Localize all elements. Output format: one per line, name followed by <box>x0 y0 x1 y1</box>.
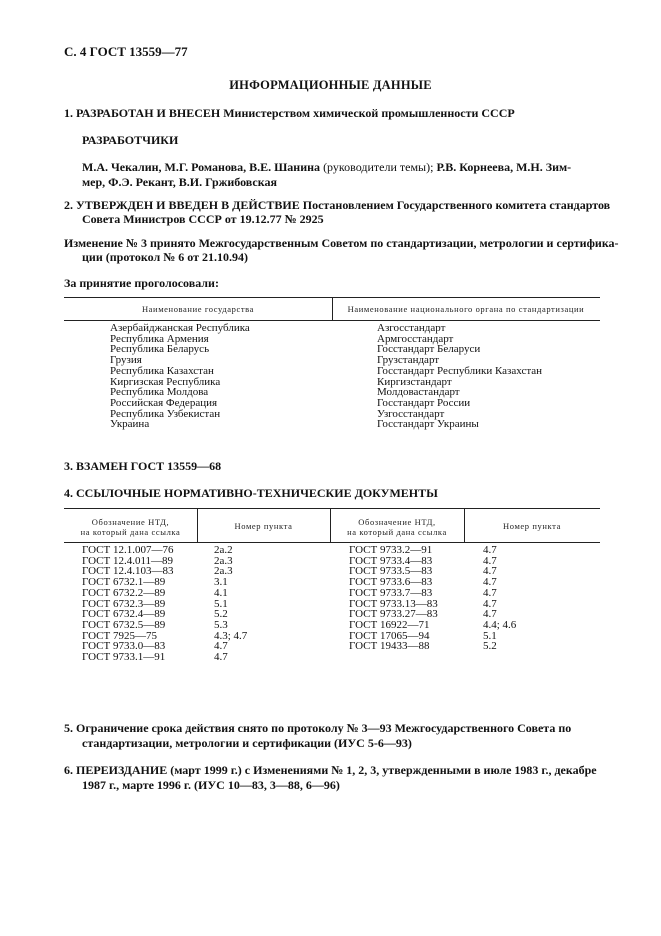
clause-number: 5.3 <box>214 618 228 631</box>
standards-body-name: Госстандарт Беларуси <box>377 343 481 356</box>
ref-header-ntd-right-line1: Обозначение НТД, <box>358 517 436 527</box>
item-1 <box>64 106 515 121</box>
item-5-line-1 <box>64 721 571 736</box>
state-name: Республика Беларусь <box>110 343 210 356</box>
item-4 <box>64 486 438 501</box>
standards-body-name: Киргизстандарт <box>377 375 452 388</box>
voting-states-column <box>110 323 250 430</box>
clause-number: 4.7 <box>214 651 228 664</box>
ref-table-header-rule <box>64 542 600 543</box>
item-5-number: 5. <box>64 721 73 735</box>
ntd-designation: ГОСТ 16922—71 <box>349 618 430 631</box>
clause-number: 3.1 <box>214 576 228 589</box>
item-4-text: ССЫЛОЧНЫЕ НОРМАТИВНО-ТЕХНИЧЕСКИЕ ДОКУМЕНТЫ <box>76 486 438 500</box>
item-1-bold: РАЗРАБОТАН И ВНЕСЕН <box>76 106 221 120</box>
voting-header-state: Наименование государства <box>141 304 255 314</box>
page-header: С. 4 ГОСТ 13559—77 <box>64 44 188 59</box>
ref-table-top-rule <box>64 508 600 509</box>
clause-number: 4.3; 4.7 <box>214 629 248 642</box>
ntd-designation: ГОСТ 12.1.007—76 <box>82 544 174 556</box>
developers-names-1: М.А. Чекалин, М.Г. Романова, В.Е. Шанина <box>82 160 321 174</box>
standards-body-name: Армгосстандарт <box>377 332 454 345</box>
state-name: Республика Казахстан <box>110 364 214 377</box>
state-name: Республика Узбекистан <box>110 407 221 420</box>
state-name: Киргизская Республика <box>110 375 221 388</box>
ref-header-ntd-right <box>330 517 464 537</box>
ntd-designation: ГОСТ 9733.0—83 <box>82 640 166 653</box>
ntd-designation: ГОСТ 19433—88 <box>349 640 430 653</box>
ntd-designation: ГОСТ 9733.27—83 <box>349 608 438 621</box>
developers-role: (руководители темы); <box>323 160 434 174</box>
ntd-designation: ГОСТ 17065—94 <box>349 629 430 642</box>
clause-number: 4.7 <box>483 586 497 599</box>
change-line-1: Изменение № 3 принято Межгосударственным Советом по стандартизации, метрологии и сертифика- <box>64 236 619 250</box>
standards-body-name: Узгосстандарт <box>377 407 445 420</box>
ref-left-docs-column <box>82 545 173 663</box>
standards-body-name: Азгосстандарт <box>377 322 446 334</box>
ntd-designation: ГОСТ 12.4.103—83 <box>82 565 174 578</box>
item-4-number: 4. <box>64 486 73 500</box>
clause-number: 4.7 <box>483 597 497 610</box>
clause-number: 5.2 <box>214 608 228 621</box>
voting-header-body: Наименование национального органа по стандартизации <box>347 304 585 314</box>
ntd-designation: ГОСТ 9733.1—91 <box>82 651 166 664</box>
ref-header-ntd-left <box>64 517 197 537</box>
clause-number: 5.2 <box>483 640 497 653</box>
standards-body-name: Госстандарт Республики Казахстан <box>377 364 543 377</box>
state-name: Украина <box>110 418 150 431</box>
voting-table-header-rule <box>64 320 600 321</box>
clause-number: 5.1 <box>483 629 497 642</box>
ntd-designation: ГОСТ 7925—75 <box>82 629 157 642</box>
item-6-line-1 <box>64 763 597 778</box>
ref-header-item-right: Номер пункта <box>503 521 561 531</box>
standards-body-name: Грузстандарт <box>377 354 440 367</box>
item-6-text: ПЕРЕИЗДАНИЕ (март 1999 г.) с Изменениями № 1, 2, 3, утвержденными в июле 1983 г., декабре <box>76 763 597 777</box>
ntd-designation: ГОСТ 9733.6—83 <box>349 576 433 589</box>
item-5-line-2: стандартизации, метрологии и сертификации (ИУС 5-6—93) <box>82 736 412 750</box>
item-2-bold: УТВЕРЖДЕН И ВВЕДЕН В ДЕЙСТВИЕ <box>76 198 300 212</box>
item-6-number: 6. <box>64 763 73 777</box>
item-6-line-2: 1987 г., марте 1996 г. (ИУС 10—83, 3—88, 6—96) <box>82 778 340 792</box>
standards-body-name: Молдовастандарт <box>377 386 460 399</box>
ntd-designation: ГОСТ 9733.5—83 <box>349 565 433 578</box>
ref-header-ntd-left-line1: Обозначение НТД, <box>91 517 170 527</box>
ref-left-items-column <box>214 545 247 663</box>
clause-number: 4.7 <box>483 554 497 567</box>
ntd-designation: ГОСТ 9733.13—83 <box>349 597 438 610</box>
section-title: ИНФОРМАЦИОННЫЕ ДАННЫЕ <box>229 78 432 92</box>
clause-number: 4.1 <box>214 586 228 599</box>
ntd-designation: ГОСТ 9733.7—83 <box>349 586 433 599</box>
clause-number: 4.7 <box>483 544 497 556</box>
ref-header-ntd-right-line2: на который дана ссылка <box>347 527 447 537</box>
item-3 <box>64 459 221 474</box>
ntd-designation: ГОСТ 6732.3—89 <box>82 597 166 610</box>
developers-heading: РАЗРАБОТЧИКИ <box>82 133 179 147</box>
item-2-rest: Постановлением Государственного комитета стандартов <box>302 198 611 212</box>
item-1-number: 1. <box>64 106 73 120</box>
clause-number: 4.7 <box>483 565 497 578</box>
state-name: Республика Молдова <box>110 386 209 399</box>
ntd-designation: ГОСТ 6732.5—89 <box>82 618 166 631</box>
clause-number: 4.7 <box>483 576 497 589</box>
clause-number: 4.4; 4.6 <box>483 618 517 631</box>
voting-bodies-column <box>377 323 542 430</box>
standards-body-name: Госстандарт России <box>377 396 471 409</box>
item-2-number: 2. <box>64 198 73 212</box>
ntd-designation: ГОСТ 12.4.011—89 <box>82 554 174 567</box>
developers-names-2: Р.В. Корнеева, М.Н. Зим- <box>436 160 572 174</box>
item-1-text: Министерством химической промышленности СССР <box>223 106 515 120</box>
item-3-text: ВЗАМЕН ГОСТ 13559—68 <box>76 459 222 473</box>
clause-number: 2а.3 <box>214 565 233 578</box>
ntd-designation: ГОСТ 9733.4—83 <box>349 554 433 567</box>
ref-right-items-column <box>483 545 516 652</box>
ref-right-docs-column <box>349 545 438 652</box>
clause-number: 2а.2 <box>214 544 233 556</box>
ntd-designation: ГОСТ 6732.4—89 <box>82 608 166 621</box>
developers-line-2: мер, Ф.Э. Рекант, В.И. Гржибовская <box>82 175 277 189</box>
clause-number: 5.1 <box>214 597 228 610</box>
ntd-designation: ГОСТ 6732.2—89 <box>82 586 166 599</box>
ntd-designation: ГОСТ 9733.2—91 <box>349 544 433 556</box>
clause-number: 2а.3 <box>214 554 233 567</box>
change-line-2: ции (протокол № 6 от 21.10.94) <box>82 250 249 264</box>
state-name: Грузия <box>110 354 142 367</box>
clause-number: 4.7 <box>214 640 228 653</box>
ntd-designation: ГОСТ 6732.1—89 <box>82 576 166 589</box>
state-name: Республика Армения <box>110 332 209 345</box>
developers-line-1 <box>82 160 571 175</box>
item-3-number: 3. <box>64 459 73 473</box>
voted-heading: За принятие проголосовали: <box>64 276 219 290</box>
item-2-line-1 <box>64 198 610 213</box>
item-2-line-2: Совета Министров СССР от 19.12.77 № 2925 <box>82 212 324 226</box>
item-5-text: Ограничение срока действия снято по протоколу № 3—93 Межгосударственного Совета по <box>76 721 572 735</box>
ref-header-item-left: Номер пункта <box>234 521 293 531</box>
clause-number: 4.7 <box>483 608 497 621</box>
ref-header-ntd-left-line2: на который дана ссылка <box>80 527 181 537</box>
state-name: Российская Федерация <box>110 396 218 409</box>
state-name: Азербайджанская Республика <box>110 322 250 334</box>
standards-body-name: Госстандарт Украины <box>377 418 479 431</box>
